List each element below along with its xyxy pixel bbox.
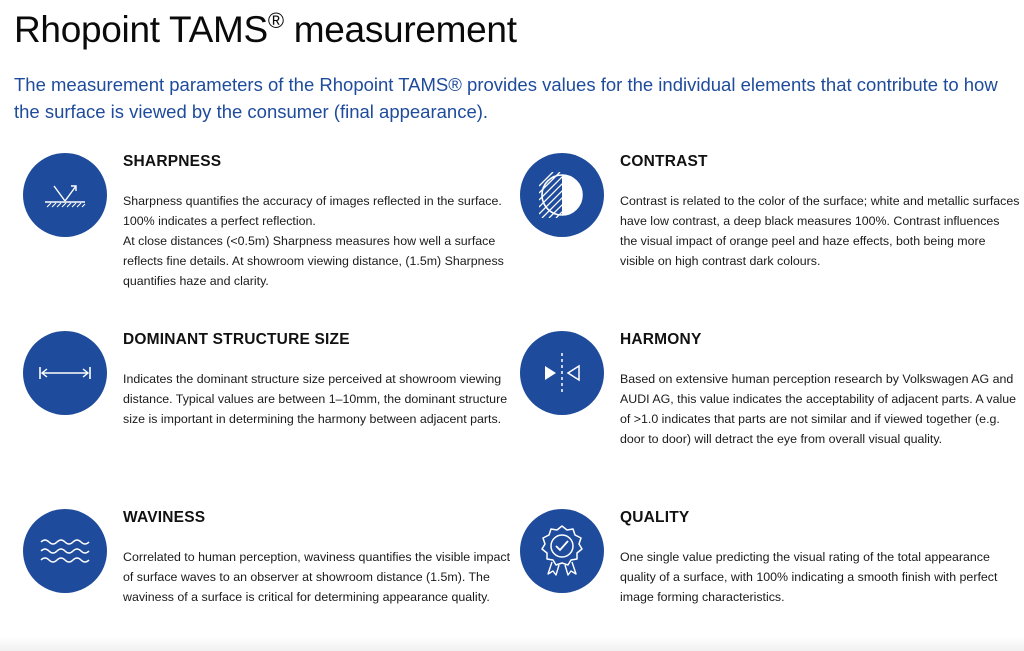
quality-badge-icon (538, 524, 586, 578)
waviness-heading: WAVINESS (123, 509, 206, 526)
bottom-shade (0, 637, 1024, 651)
feature-contrast (620, 153, 1020, 271)
harmony-heading: HARMONY (620, 331, 702, 348)
contrast-heading: CONTRAST (620, 153, 708, 170)
waves-icon (39, 537, 91, 565)
dominant-text: Indicates the dominant structure size perceived at showroom viewing distance. Typical values are between 1–10mm, the dominant structure size is important in determining the harmony between adjacent parts. (123, 372, 508, 426)
mirror-triangles-icon (539, 350, 585, 396)
sharpness-text: Sharpness quantifies the accuracy of images reflected in the surface. 100% indicates a perfect reflection. At close distances (<0.5m) Sharpness measures how well a surface reflects fine details. At showroom viewing distance, (1.5m) Sharpness quantifies haze and clarity. (123, 194, 504, 288)
intro-text: The measurement parameters of the Rhopoint TAMS® provides values for the individual elements that contribute to how the surface is viewed by the consumer (final appearance). (14, 74, 998, 122)
sharpness-icon-circle (23, 153, 107, 237)
quality-heading: QUALITY (620, 509, 690, 526)
dominant-icon-circle (23, 331, 107, 415)
contrast-icon (539, 172, 585, 218)
registered-mark: ® (267, 8, 284, 33)
quality-icon-circle (520, 509, 604, 593)
quality-text: One single value predicting the visual rating of the total appearance quality of a surface, with 100% indicating a smooth finish with perfect image forming characteristics. (620, 550, 998, 604)
feature-sharpness (123, 153, 523, 291)
harmony-icon-circle (520, 331, 604, 415)
dominant-heading: DOMINANT STRUCTURE SIZE (123, 331, 350, 348)
reflection-icon (43, 180, 87, 210)
contrast-icon-circle (520, 153, 604, 237)
harmony-text: Based on extensive human perception research by Volkswagen AG and AUDI AG, this value indicates the acceptability of adjacent parts. A value of >1.0 indicates that parts are not similar and if viewed together (e.g. door to door) will detract the eye from overall visual quality. (620, 372, 1017, 446)
feature-quality (620, 509, 1020, 607)
waviness-text: Correlated to human perception, waviness quantifies the visible impact of surface waves to an observer at showroom distance (1.5m). The waviness of a surface is critical for determining appearance quality. (123, 550, 511, 604)
waviness-icon-circle (23, 509, 107, 593)
feature-dominant-structure-size (123, 331, 523, 429)
feature-harmony (620, 331, 1020, 449)
feature-waviness (123, 509, 523, 607)
page-title: Rhopoint TAMS® measurement (14, 8, 517, 50)
sharpness-heading: SHARPNESS (123, 153, 222, 170)
measure-arrow-icon (38, 364, 92, 382)
contrast-text: Contrast is related to the color of the surface; white and metallic surfaces have low contrast, a deep black measures 100%. Contrast influences the visual impact of orange peel and haze effects, both being more visible on high contrast dark colours. (620, 194, 1020, 268)
